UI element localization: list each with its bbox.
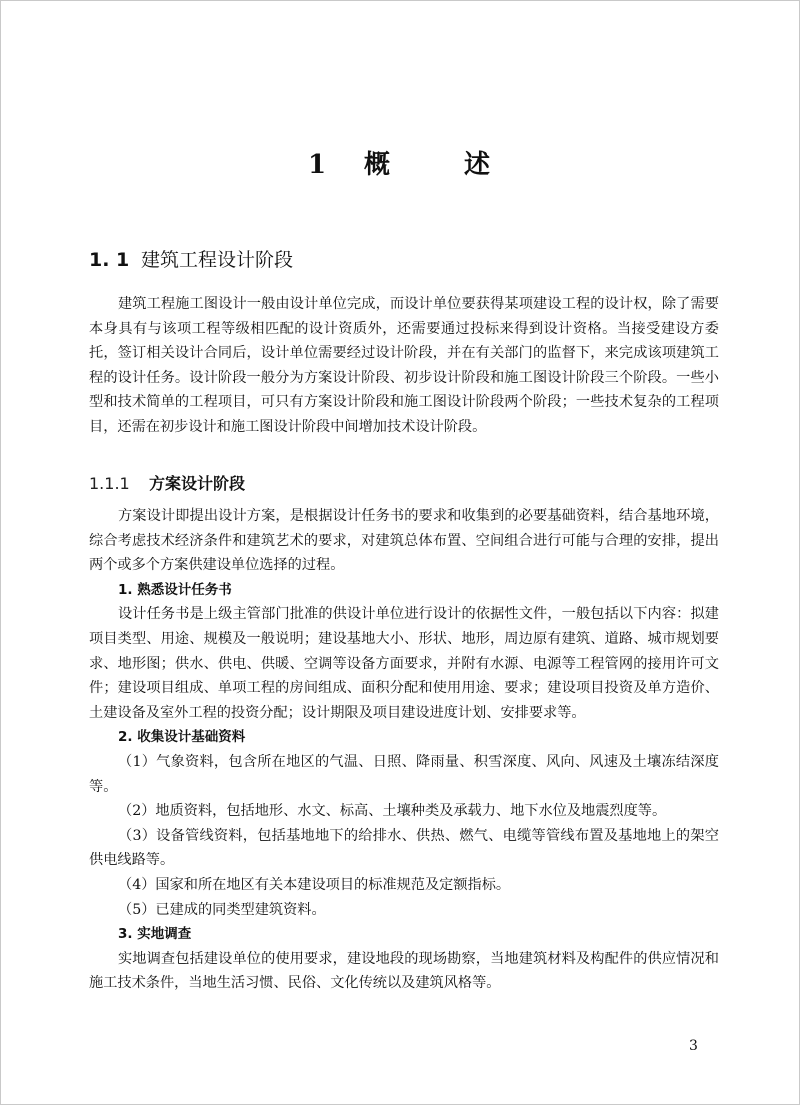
subsection-number: 1.1.1 <box>89 474 130 493</box>
item1-heading: 1. 熟悉设计任务书 <box>118 581 232 598</box>
intro-block <box>89 292 719 440</box>
intro-paragraph: 建筑工程施工图设计一般由设计单位完成，而设计单位要获得某项建设工程的设计权，除了需要本身具有与该项工程等级相匹配的设计资质外，还需要通过投标来得到设计资格。当接受建设方委托，签订相关设计合同后，设计单位需要经过设计阶段，并在有关部门的监督下，来完成该项建筑工程的设计任务。设计阶段一般分为方案设计阶段、初步设计阶段和施工图设计阶段三个阶段。一些小型和技术简单的工程项目，可只有方案设计阶段和施工图设计阶段两个阶段；一些技术复杂的工程项目，还需在初步设计和施工图设计阶段中间增加技术设计阶段。 <box>89 296 719 435</box>
chapter-title <box>1 144 799 181</box>
item3-heading: 3. 实地调查 <box>118 926 192 943</box>
chapter-title-char-1: 概 <box>364 150 393 180</box>
item2-point-4: （4）国家和所在地区有关本建设项目的标准规范及定额指标。 <box>118 876 511 893</box>
page-number: 3 <box>689 1038 698 1054</box>
section-title: 建筑工程设计阶段 <box>141 249 294 271</box>
subsection-heading <box>89 471 245 494</box>
chapter-title-char-2: 述 <box>464 150 493 180</box>
section-number: 1. 1 <box>89 249 130 271</box>
subsection-paragraph: 方案设计即提出设计方案，是根据设计任务书的要求和收集到的必要基础资料，结合基地环境，综合考虑技术经济条件和建筑艺术的要求，对建筑总体布置、空间组合进行可能与合理的安排，提出两个或多个方案供建设单位选择的过程。 <box>89 508 719 574</box>
section-heading <box>89 245 293 272</box>
item2-heading: 2. 收集设计基础资料 <box>118 729 246 746</box>
item3-text: 实地调查包括建设单位的使用要求，建设地段的现场勘察，当地建筑材料及构配件的供应情况和施工技术条件，当地生活习惯、民俗、文化传统以及建筑风格等。 <box>89 950 719 992</box>
item2-point-5: （5）已建成的同类型建筑资料。 <box>118 901 326 918</box>
subsection-title: 方案设计阶段 <box>149 474 246 493</box>
subsection-block <box>89 504 719 996</box>
item2-point-1: （1）气象资料，包含所在地区的气温、日照、降雨量、积雪深度、风向、风速及土壤冻结深度等。 <box>89 753 719 795</box>
chapter-number: 1 <box>307 150 329 180</box>
item1-text: 设计任务书是上级主管部门批准的供设计单位进行设计的依据性文件，一般包括以下内容：拟建项目类型、用途、规模及一般说明；建设基地大小、形状、地形，周边原有建筑、道路、城市规划要求、地形图；供水、供电、供暖、空调等设备方面要求，并附有水源、电源等工程管网的接用许可文件；建设项目组成、单项工程的房间组成、面积分配和使用用途、要求；建设项目投资及单方造价、土建设备及室外工程的投资分配；设计期限及项目建设进度计划、安排要求等。 <box>89 606 719 721</box>
item2-point-3: （3）设备管线资料，包括基地地下的给排水、供热、燃气、电缆等管线布置及基地地上的架空供电线路等。 <box>89 827 719 869</box>
item2-point-2: （2）地质资料，包括地形、水文、标高、土壤种类及承载力、地下水位及地震烈度等。 <box>118 803 667 820</box>
